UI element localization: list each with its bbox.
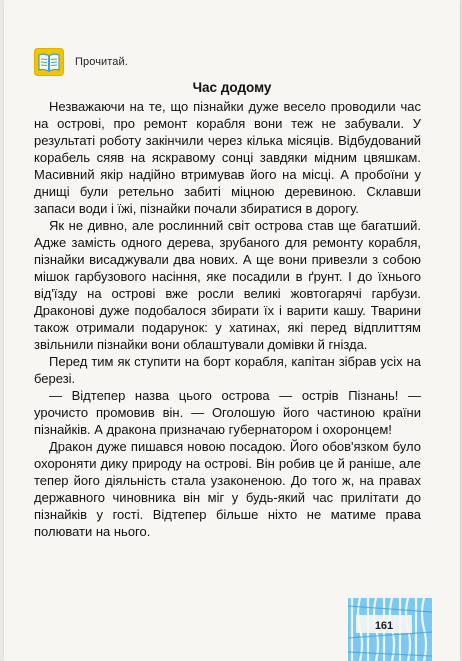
reading-instruction	[34, 46, 128, 78]
paragraph-2: Як не дивно, але рослинний світ острова став ще багатший. Адже замість одного дерева, зрубаного для ремонту корабля, пізнайки висаджували два нових. А ще вони привезли з собою мішок гарбузового насіння, яке посадили в ґрунт. І до їхнього від'їзду на острові вже росли великі жовтогарячі гарбузи. Драконові дуже подобалося збирати їх і варити кашу. Тварини також отримали подарунок: у хатинах, які перед відплиттям звільнили пізнайки вони облаштували домівки й гнізда.	[34, 218, 421, 352]
page-number: 161	[374, 620, 394, 632]
paragraph-5: Дракон дуже пишався новою посадою. Його обов'язком було охороняти дику природу на острові. Він робив це й раніше, але тепер його діяльність стала узаконеною. До того ж, на правах державного чиновника він міг у будь-який час прилітати до пізнайків у гості. Відтепер більше ніхто не матиме права полювати на нього.	[34, 439, 421, 539]
paragraph-4: — Відтепер назва цього острова — острів Пізнань! — урочисто промовив він. — Оголошую його частиною країни пізнайків. А дракона призначаю губернатором і охоронцем!	[34, 388, 421, 437]
paragraph-1: Незважаючи на те, що пізнайки дуже весело проводили час на острові, про ремонт корабля вони теж не забували. У результаті роботу закінчили через кілька місяців. Відбудований корабель сяяв на яскравому сонці завдяки мідним цвяшкам. Масивний якір надійно втримував його на місці. А пробоїни у днищі були ретельно забиті міцною деревиною. Склавши запаси води і їжі, пізнайки почали збиратися в дорогу.	[34, 99, 421, 216]
paragraph-3: Перед тим як ступити на борт корабля, капітан зібрав усіх на березі.	[34, 354, 421, 386]
textbook-page	[4, 0, 460, 661]
story-text	[34, 98, 421, 540]
open-book-icon	[34, 48, 64, 76]
instruction-text: Прочитай.	[75, 56, 128, 68]
story-title: Час додому	[192, 80, 272, 95]
